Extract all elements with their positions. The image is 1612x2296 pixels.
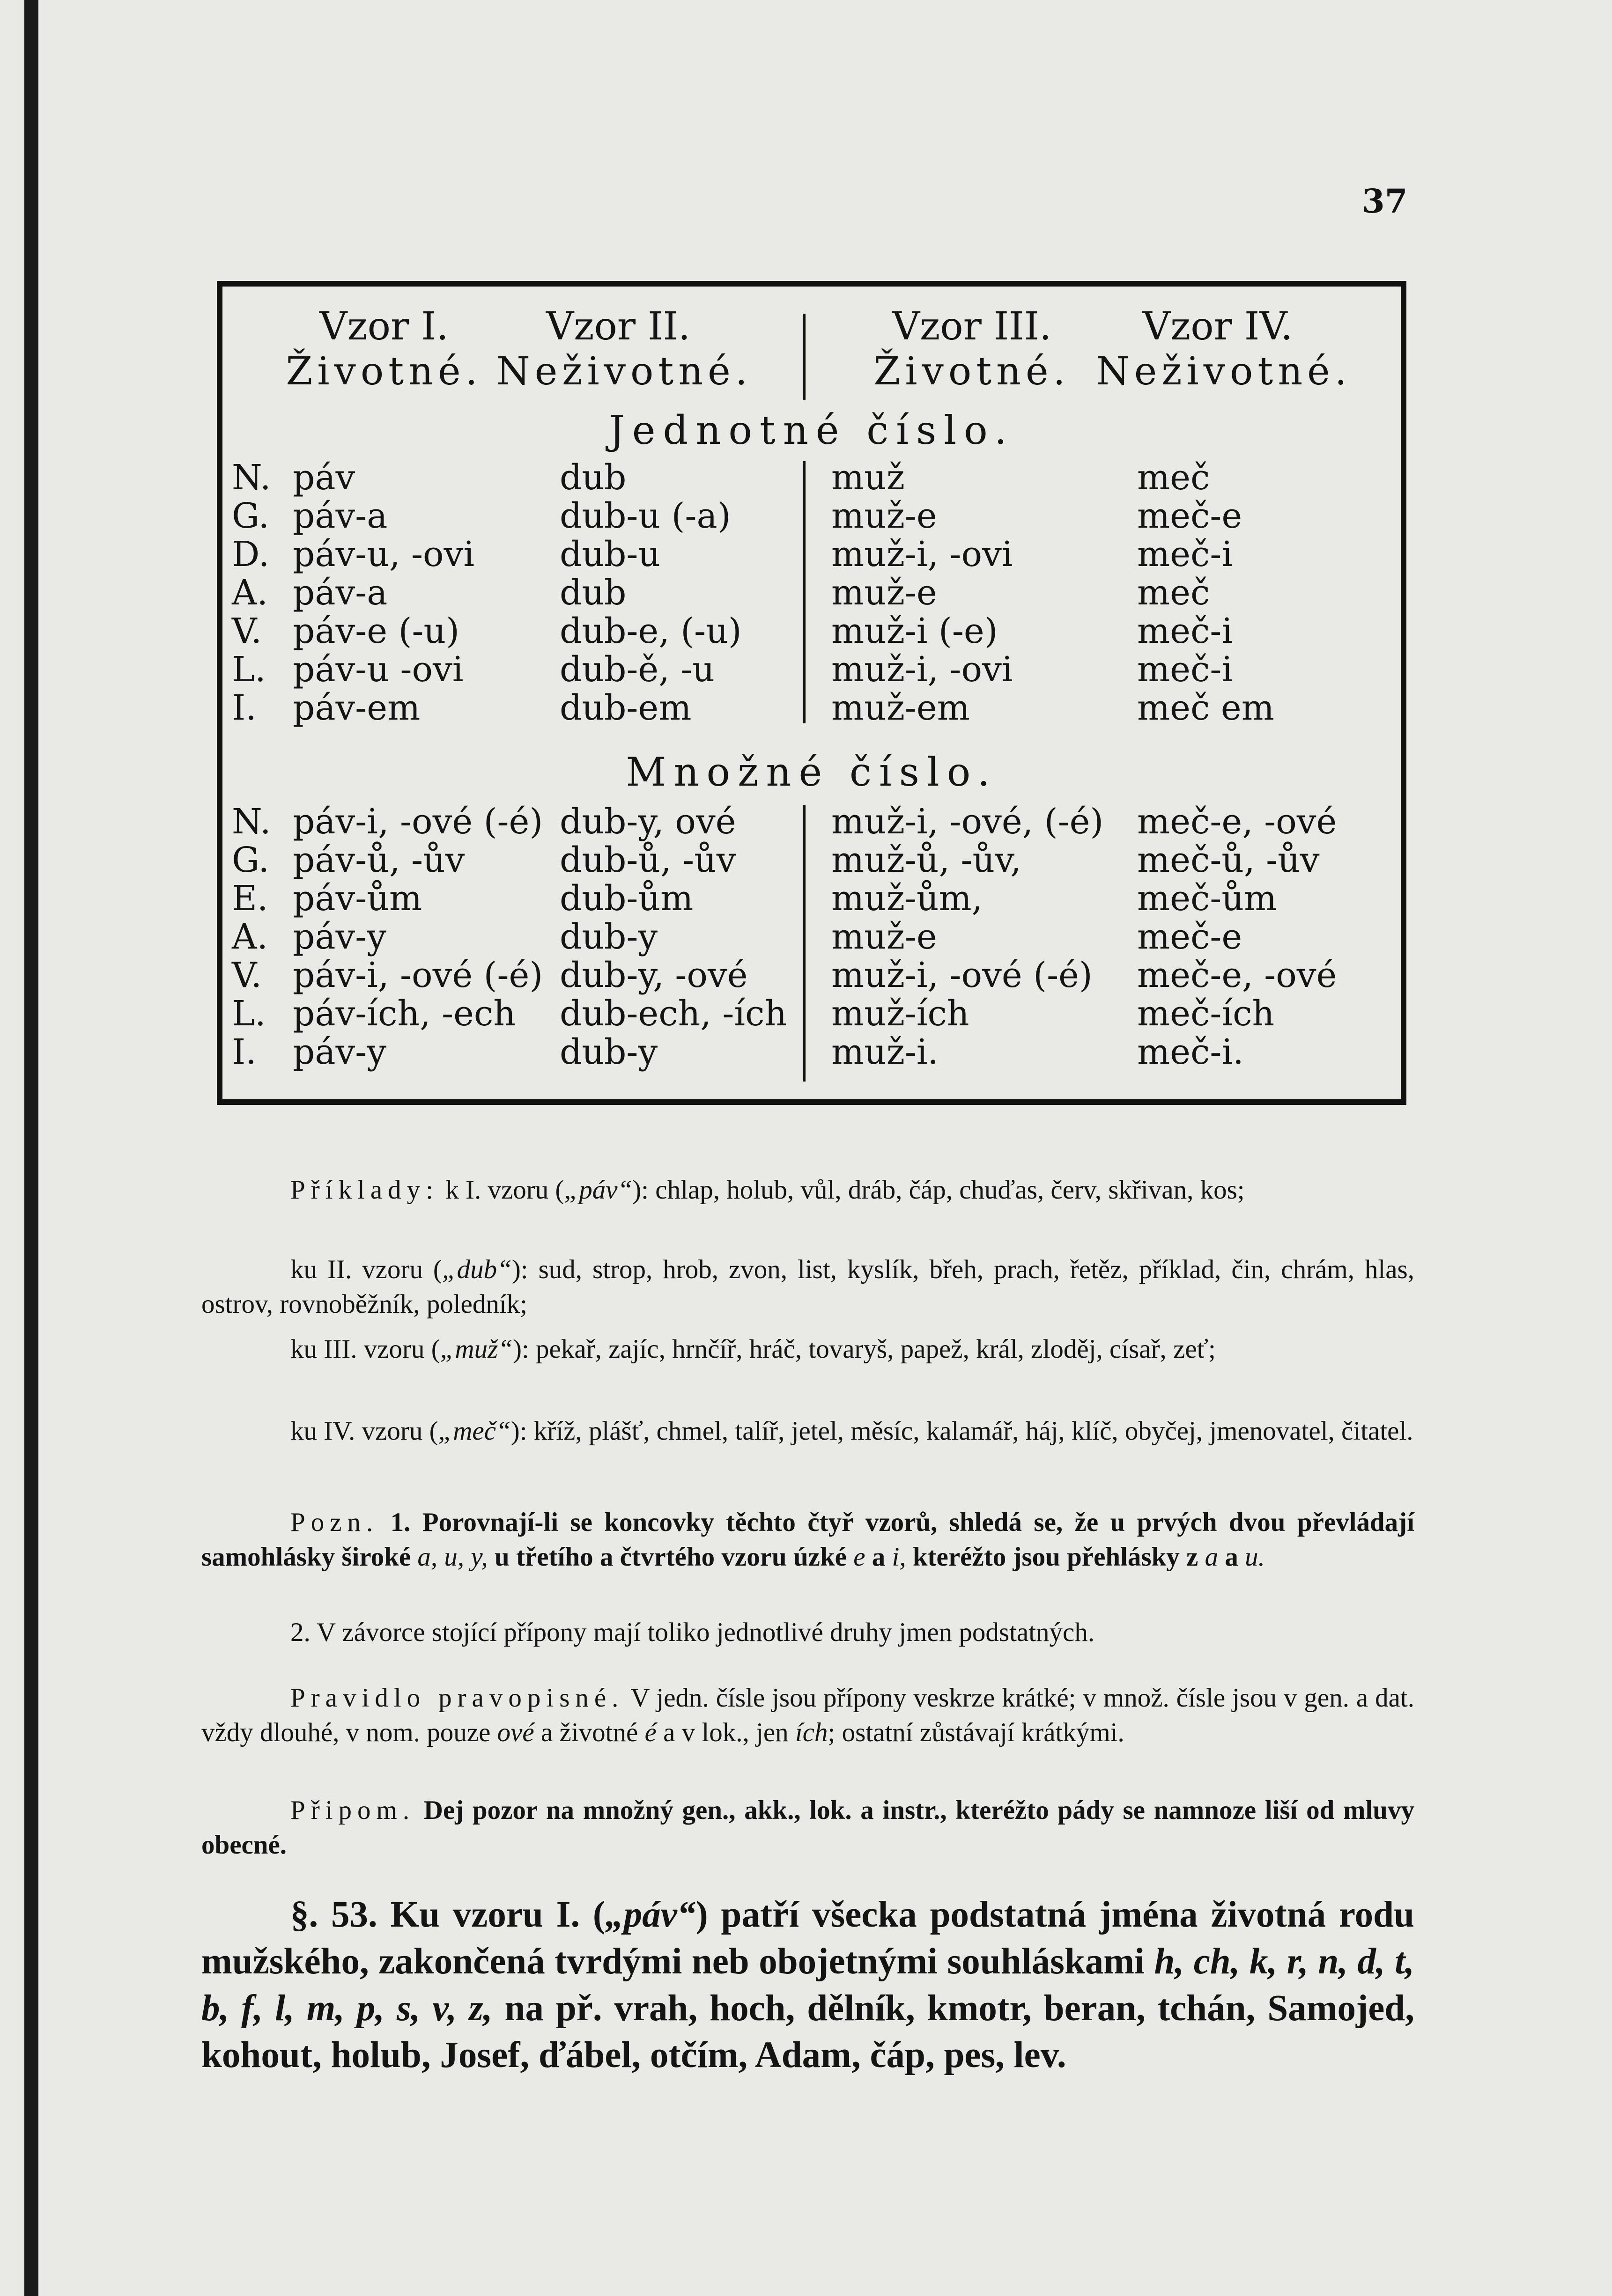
note-1: Pozn. 1. Porovnají-li se koncovky těchto čtyř vzorů, shledá se, že u prvých dvou převládají samohlásky široké a, u, y, u třetího a čtvrtého vzoru úzké e a i, kteréžto jsou přehlásky z a a u. <box>201 1508 1414 1572</box>
section-53-paragraph: §. 53. Ku vzoru I. („páv“) patří všecka podstatná jména životná rodu mužského, zakončená tvrdými neb obojetnými souhláskami h, ch, k, r, n, d, t, b, f, l, m, p, s, v, z, na př. vrah, hoch, dělník, kmotr, beran, tchán, Samojed, kohout, holub, Josef, ďábel, otčím, Adam, čáp, pes, lev. <box>201 1894 1415 2075</box>
page-edge-shadow <box>24 0 38 2296</box>
header-pattern-2: Vzor II. Neživotné. <box>496 304 752 394</box>
table-divider-top <box>803 314 806 400</box>
section-plural-title: Množné číslo. <box>626 749 998 795</box>
table-divider-singular <box>803 461 806 723</box>
spelling-rule: Pravidlo pravopisné. V jedn. čísle jsou přípony veskrze krátké; v množ. čísle jsou v gen. a dat. vždy dlouhé, v nom. pouze ové a životné é a v lok., jen ích; ostatní zůstávají krátkými. <box>201 1683 1414 1747</box>
remark: Připom. Dej pozor na množný gen., akk., lok. a instr., kteréžto pády se namnoze liší od mluvy obecné. <box>201 1796 1414 1860</box>
header-pattern-1: Vzor I. Životné. <box>286 304 482 394</box>
header-pattern-3: Vzor III. Životné. <box>873 304 1070 394</box>
note-2: 2. V závorce stojící přípony mají toliko jednotlivé druhy jmen podstatných. <box>290 1618 1095 1647</box>
examples-pattern-1: Příklady: k I. vzoru („páv“): chlap, holub, vůl, dráb, čáp, chuďas, červ, skřivan, kos; <box>290 1175 1245 1205</box>
table-divider-plural <box>803 805 806 1082</box>
examples-pattern-3: ku III. vzoru („muž“): pekař, zajíc, hrnčíř, hráč, tovaryš, papež, král, zloděj, císař, zeť; <box>290 1334 1216 1364</box>
examples-pattern-4: ku IV. vzoru („meč“): kříž, plášť, chmel, talíř, jetel, měsíc, kalamář, háj, klíč, obyčej, jmenovatel, čitatel. <box>290 1416 1413 1446</box>
page-number: 37 <box>1362 182 1408 221</box>
examples-pattern-2: ku II. vzoru („dub“): sud, strop, hrob, zvon, list, kyslík, břeh, prach, řetěz, příklad, čin, chrám, hlas, ostrov, rovnoběžník, poledník; <box>201 1255 1414 1319</box>
section-singular-title: Jednotné číslo. <box>609 407 1014 453</box>
header-pattern-4: Vzor IV. Neživotné. <box>1096 304 1352 394</box>
